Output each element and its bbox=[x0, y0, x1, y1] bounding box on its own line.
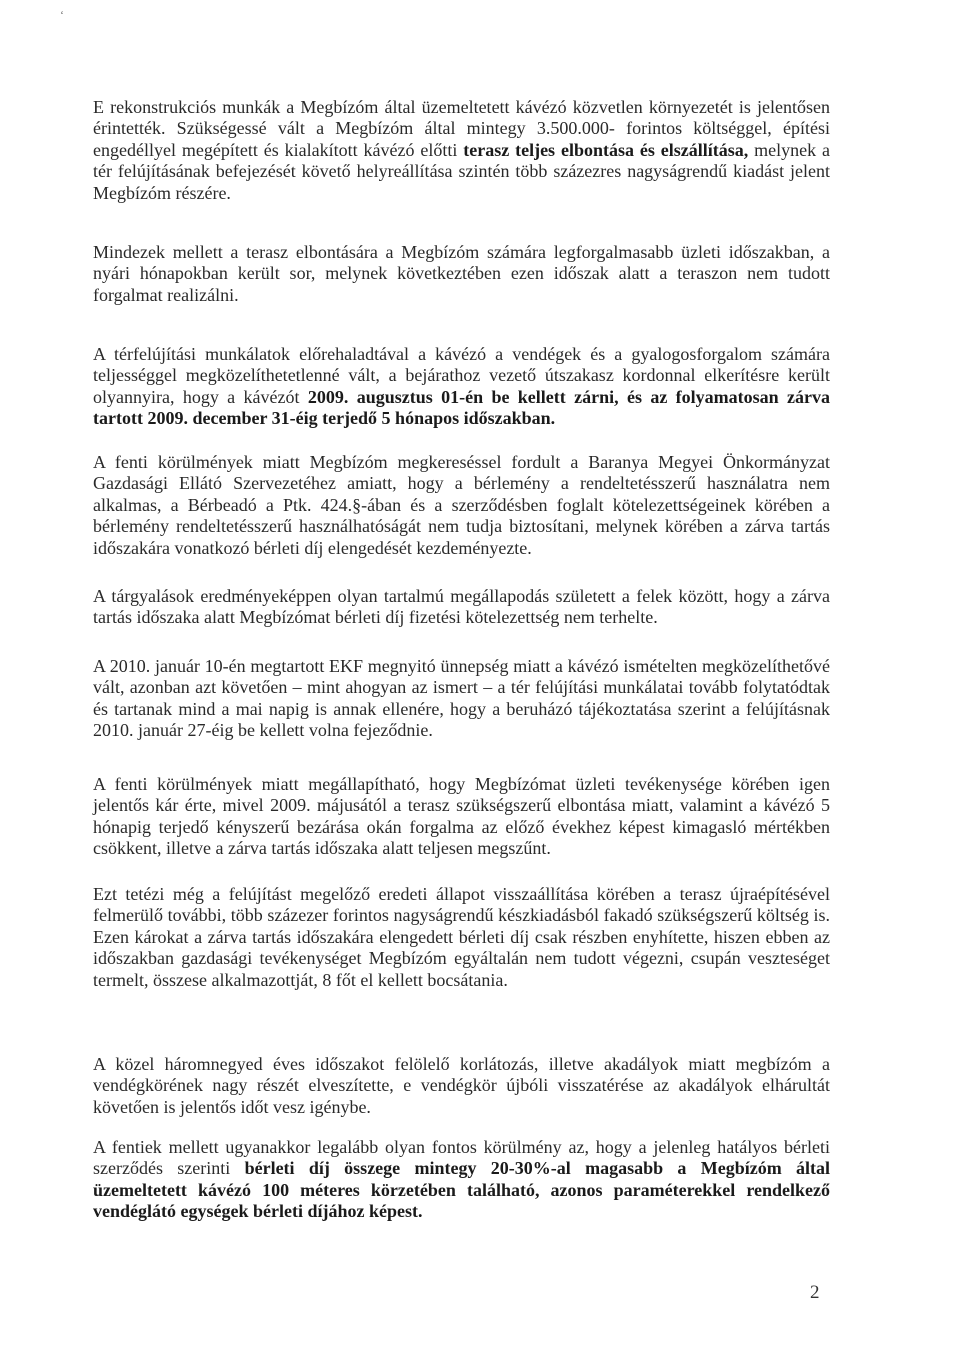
text-run: A tárgyalások eredményeképpen olyan tartalmú megállapodás született a felek között, hogy a zárva tartás időszaka alatt Megbízómat bérleti díj fizetési kötelezettség nem terhelte. bbox=[93, 586, 830, 628]
stray-mark: ‘ bbox=[60, 8, 64, 22]
paragraph-closure-period bbox=[93, 344, 830, 430]
text-run: melynek a tér felújításának befejezését követő helyreállítása szintén több százezres nagyságrendű kiadást jelent Megbízóm részére. bbox=[93, 139, 830, 203]
paragraph-summer-loss bbox=[93, 242, 830, 306]
text-run: A 2010. január 10-én megtartott EKF megnyitó ünnepség miatt a kávézó ismételten megközelíthetővé vált, azonban azt követően – mint ahogyan az ismert – a tér felújítási munkálatai tovább folytatódtak és tartanak mind a mai napig is annak ellenére, hogy a beruházó tájékoztatása szerint a felújításnak 2010. január 27-éig be kellett volna fejeződnie. bbox=[93, 656, 830, 741]
text-run: A fentiek mellett ugyanakkor legalább olyan fontos körülmény az, hogy a jelenleg hatályos bérleti szerződés szerinti bbox=[93, 1137, 830, 1179]
paragraph-rent-comparison bbox=[93, 1137, 830, 1223]
text-run: E rekonstrukciós munkák a Megbízóm által üzemeltetett kávézó közvetlen környezetét is jelentősen érintették. Szükségessé vált a Megbízóm által mintegy 3.500.000- forintos költséggel, építési engedéllyel megépített és kialakított kávézó előtti bbox=[93, 97, 830, 160]
text-run: A térfelújítási munkálatok előrehaladtával a kávézó a vendégek és a gyalogosforgalom számára teljességgel megközelíthetetlenné vált, a bejárathoz vezető útszakasz kordonnal elkerítésre került olyannyira, hogy a kávézót bbox=[93, 344, 830, 407]
bold-text-run: 2009. augusztus 01-én be kellett zárni, és az folyamatosan zárva tartott 2009. december 31-éig terjedő 5 hónapos időszakban. bbox=[93, 386, 831, 429]
paragraph-lost-customers bbox=[93, 1054, 830, 1118]
paragraph-damages bbox=[93, 774, 830, 860]
paragraph-terrace-demolition bbox=[93, 97, 830, 204]
paragraph-rent-waiver-request bbox=[93, 452, 830, 559]
paragraph-agreement bbox=[93, 586, 830, 629]
paragraph-rebuild-costs bbox=[93, 884, 830, 991]
bold-text-run: bérleti díj összege mintegy 20-30%-al magasabb a Megbízóm által üzemeltetett kávézó 100 méteres körzetében található, azonos paraméterekkel rendelkező vendéglátó egységek bérleti díjához képest. bbox=[93, 1158, 830, 1222]
page-number: 2 bbox=[810, 1282, 820, 1303]
text-run: A fenti körülmények miatt Megbízóm megkereséssel fordult a Baranya Megyei Önkormányzat Gazdasági Ellátó Szervezetéhez amiatt, hogy a bérlemény a rendeltetésszerű használatra nem alkalmas, a Bérbeadó a Ptk. 424.§-ában és a szerződésben foglalt kötelezettségeinek körében a bérlemény rendeltetésszerű használhatóságát nem tudja biztosítani, melynek körében a zárva tartás időszakára vonatkozó bérleti díj elengedését kezdeményezte. bbox=[93, 452, 830, 558]
text-run: A közel háromnegyed éves időszakot felölelő korlátozás, illetve akadályok miatt megbízóm a vendégkörének nagy részét elveszítette, e vendégkör újbóli visszatérése az akadályok elhárultát követően is jelentős időt vesz igénybe. bbox=[93, 1054, 830, 1117]
paragraph-ekf-opening bbox=[93, 656, 830, 742]
text-run: Ezt tetézi még a felújítást megelőző eredeti állapot visszaállítása körében a terasz újraépítésével felmerülő további, több százezer forintos nagyságrendű készkiadásból fakadó szükségszerű költség is. Ezen károkat a zárva tartás időszakára elengedett bérleti díj csak részben enyhítette, hiszen ebben az időszakban gazdasági tevékenységet Megbízóm egyáltalán nem tudott végezni, csupán veszteséget termelt, összese alkalmazottját, 8 főt el kellett bocsátania. bbox=[93, 884, 830, 990]
text-run: A fenti körülmények miatt megállapítható, hogy Megbízómat üzleti tevékenysége körében igen jelentős kár érte, mivel 2009. májusától a terasz szükségszerű elbontása miatt, valamint a kávézó 5 hónapig terjedő kényszerű bezárása okán forgalma az előző évekhez képest kimagasló mértékben csökkent, illetve a zárva tartás időszaka alatt teljesen megszűnt. bbox=[93, 774, 830, 859]
text-run: Mindezek mellett a terasz elbontására a Megbízóm számára legforgalmasabb üzleti időszakban, a nyári hónapokban került sor, melynek következtében ezen időszak alatt a teraszon nem tudott forgalmat realizálni. bbox=[93, 242, 830, 305]
bold-text-run: terasz teljes elbontása és elszállítása, bbox=[463, 139, 749, 160]
